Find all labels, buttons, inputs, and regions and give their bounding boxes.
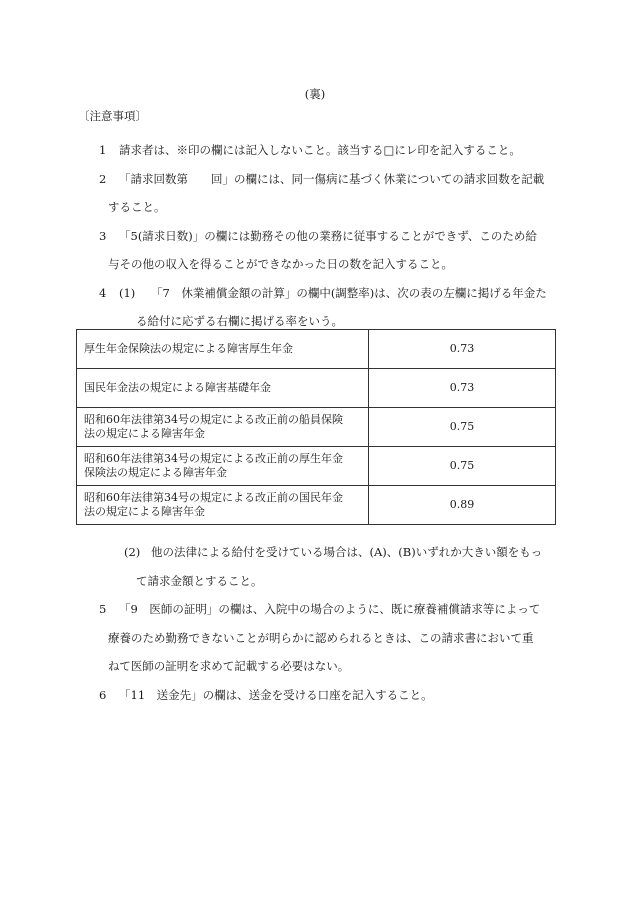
- note-5-line-3: ねて医師の証明を求めて記載する必要はない。: [108, 659, 350, 673]
- note-2-line-2: すること。: [108, 200, 166, 214]
- note-4-sub1-number: (1): [119, 286, 136, 300]
- note-5-number: 5: [99, 602, 107, 616]
- rate-cell: 0.89: [369, 486, 556, 525]
- table-row: [77, 330, 556, 369]
- note-1-number: 1: [99, 143, 107, 157]
- rate-cell: 0.75: [369, 447, 556, 486]
- note-5-line-1: 「9 医師の証明」の欄は、入院中の場合のように、既に療養補償請求等によって: [119, 602, 541, 616]
- note-4-sub2-number: (2): [124, 545, 141, 559]
- pension-type-cell: 昭和60年法律第34号の規定による改正前の国民年金 法の規定による障害年金: [77, 486, 369, 525]
- note-6-number: 6: [99, 688, 107, 702]
- section-heading: 〔注意事項〕: [78, 109, 147, 123]
- rate-cell: 0.73: [369, 369, 556, 408]
- note-3-line-1: 「5(請求日数)」の欄には勤務その他の業務に従事することができず、このため給: [119, 229, 537, 243]
- table-row: [77, 447, 556, 486]
- note-6-line-1: 「11 送金先」の欄は、送金を受ける口座を記入すること。: [119, 688, 433, 702]
- note-3-line-2: 与その他の収入を得ることができなかった日の数を記入すること。: [108, 257, 453, 271]
- table-row: [77, 486, 556, 525]
- adjustment-rate-table: [76, 329, 556, 525]
- table-row: [77, 408, 556, 447]
- pension-type-cell: 昭和60年法律第34号の規定による改正前の船員保険 法の規定による障害年金: [77, 408, 369, 447]
- rate-cell: 0.75: [369, 408, 556, 447]
- note-2-line-1: 「請求回数第 回」の欄には、同一傷病に基づく休業についての請求回数を記載: [119, 172, 545, 186]
- table-row: [77, 369, 556, 408]
- note-4-sub2-line-1: 他の法律による給付を受けている場合は、(A)、(B)いずれか大きい額をもっ: [151, 545, 543, 559]
- note-3-number: 3: [99, 229, 107, 243]
- pension-type-cell: 厚生年金保険法の規定による障害厚生年金: [77, 330, 369, 369]
- note-4-sub1-line-1: 「7 休業補償金額の計算」の欄中(調整率)は、次の表の左欄に掲げる年金た: [151, 286, 547, 300]
- rate-cell: 0.73: [369, 330, 556, 369]
- note-4-number: 4: [99, 286, 107, 300]
- pension-type-cell: 昭和60年法律第34号の規定による改正前の厚生年金 保険法の規定による障害年金: [77, 447, 369, 486]
- note-1-line-1: 請求者は、※印の欄には記入しないこと。該当する□にレ印を記入すること。: [119, 143, 521, 157]
- pension-type-cell: 国民年金法の規定による障害基礎年金: [77, 369, 369, 408]
- note-5-line-2: 療養のため勤務できないことが明らかに認められるときは、この請求書において重: [108, 631, 534, 645]
- page-label: (裏): [304, 87, 326, 101]
- note-4-sub1-line-2: る給付に応ずる右欄に掲げる率をいう。: [136, 314, 343, 328]
- note-4-sub2-line-2: て請求金額とすること。: [136, 574, 263, 588]
- note-2-number: 2: [99, 172, 107, 186]
